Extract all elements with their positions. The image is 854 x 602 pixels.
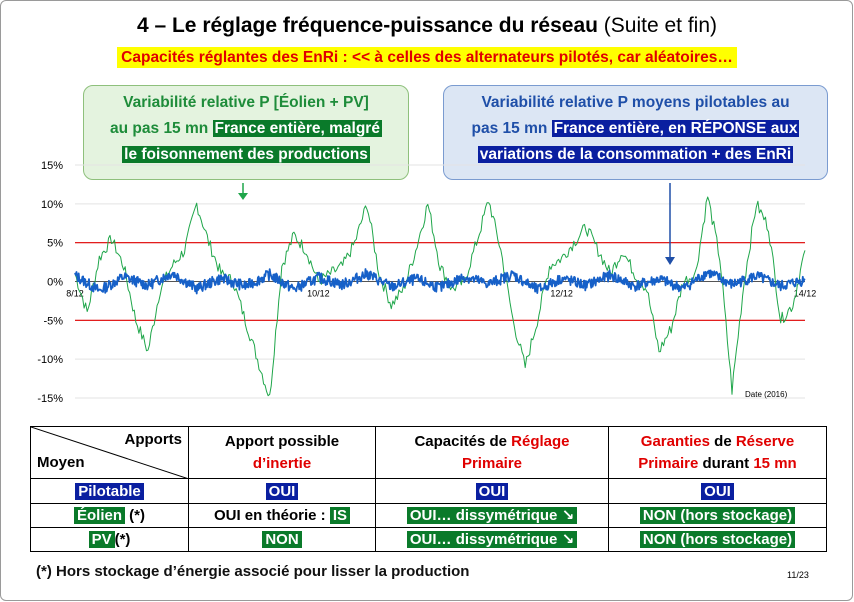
header-reserve-a2-red: Réserve — [735, 432, 795, 450]
callout-green-line2 — [84, 116, 408, 142]
y-tick-label-5: -10% — [37, 354, 63, 367]
arrow-blue-head — [665, 257, 675, 265]
header-primary-a: Capacités de — [414, 432, 512, 450]
callout-blue-line2 — [444, 116, 827, 142]
slide-title — [0, 14, 854, 38]
y-tick-label-4: -5% — [43, 315, 63, 328]
x-tick-label-2: 12/12 — [550, 288, 573, 299]
title-bold: 4 – Le réglage fréquence-puissance du réseau — [136, 14, 598, 37]
x-tick-label-3: 14/12 — [793, 288, 817, 299]
header-reserve-line2 — [609, 453, 826, 475]
row-pv-label-text: PV — [89, 531, 115, 548]
page-number: 11/23 — [787, 570, 809, 580]
row-pv-reserve-text: NON (hors stockage) — [640, 531, 795, 548]
row-eolien-reserve-text: NON (hors stockage) — [640, 507, 795, 524]
header-inertia-line1: Apport possible — [224, 432, 340, 450]
row-eolien-reserve — [609, 503, 827, 527]
subtitle-wrap — [0, 47, 854, 68]
header-reserve-line1 — [609, 431, 826, 453]
x-tick-label-1: 10/12 — [307, 288, 330, 299]
arrow-green-head — [238, 193, 248, 200]
corner-top-label: Apports — [124, 431, 182, 448]
y-tick-label-6: -15% — [37, 393, 63, 405]
row-pv-inertia-text: NON — [262, 531, 301, 548]
callout-blue-line2-hl: France entière, en RÉPONSE aux — [553, 120, 798, 137]
header-inertia-line2: d’inertie — [252, 454, 312, 472]
header-primary-a-red: Réglage — [511, 432, 570, 450]
header-reserve — [609, 427, 827, 479]
row-eolien-inertia — [189, 503, 376, 527]
slide-subtitle: Capacités réglantes des EnRi : << à celles des alternateurs pilotés, car aléatoires… — [117, 47, 737, 68]
table-header-row — [31, 427, 827, 479]
row-pilotable-reserve — [609, 479, 827, 503]
row-pv-label-suffix: (*) — [114, 530, 131, 548]
header-reserve-b-red: Primaire — [638, 454, 699, 472]
title-rest: (Suite et fin) — [597, 14, 718, 37]
row-pv-primary-text: OUI… dissymétrique ↘ — [407, 531, 577, 548]
row-pv-primary — [376, 527, 609, 551]
row-eolien-inertia-hl: IS — [330, 507, 350, 524]
callout-green-line2-plain: au pas 15 mn — [110, 120, 213, 137]
table-row-pilotable — [31, 479, 827, 503]
row-pv-label — [31, 527, 189, 551]
series-line-green — [75, 197, 805, 396]
header-primary-control — [376, 427, 609, 479]
row-pv-reserve — [609, 527, 827, 551]
y-tick-label-2: 5% — [47, 237, 63, 250]
header-primary-line1 — [376, 431, 608, 453]
row-eolien-inertia-text: OUI en théorie : — [213, 506, 330, 524]
callout-green-line2-hl: France entière, malgré — [214, 120, 380, 137]
header-reserve-b2: durant — [698, 454, 754, 472]
chart-series — [75, 197, 805, 396]
x-tick-label-0: 8/12 — [66, 288, 84, 299]
row-eolien-label — [31, 503, 189, 527]
row-pilotable-inertia — [189, 479, 376, 503]
row-eolien-primary-text: OUI… dissymétrique ↘ — [407, 507, 577, 524]
footnote: (*) Hors stockage d’énergie associé pour lisser la production — [36, 563, 470, 580]
y-tick-label-1: 10% — [40, 198, 63, 211]
corner-bottom-label: Moyen — [37, 454, 85, 472]
callout-green-line3-hl: le foisonnement des productions — [124, 146, 368, 163]
y-tick-label-3: 0% — [47, 276, 63, 289]
table-corner-cell — [31, 427, 189, 479]
date-axis-label: Date (2016) — [745, 390, 788, 399]
table-row-pv — [31, 527, 827, 551]
header-reserve-a2: de — [709, 432, 736, 450]
row-eolien-label-suffix: (*) — [125, 506, 145, 524]
row-eolien-primary — [376, 503, 609, 527]
callout-blue-line2-plain: pas 15 mn — [471, 120, 552, 137]
row-pilotable-primary — [376, 479, 609, 503]
header-inertia — [189, 427, 376, 479]
row-pilotable-label — [31, 479, 189, 503]
header-reserve-b2-red: 15 mn — [753, 454, 797, 472]
capabilities-table — [30, 426, 827, 552]
row-pilotable-inertia-text: OUI — [266, 483, 299, 500]
variability-chart — [0, 155, 854, 415]
chart-y-tick-labels — [37, 160, 63, 405]
y-tick-label-0: 15% — [40, 160, 63, 172]
callout-blue-line1: Variabilité relative P moyens pilotables au — [481, 94, 790, 111]
row-pilotable-primary-text: OUI — [476, 483, 509, 500]
row-eolien-label-text: Éolien — [74, 507, 125, 524]
row-pilotable-reserve-text: OUI — [701, 483, 734, 500]
row-pv-inertia — [189, 527, 376, 551]
callout-green-line1: Variabilité relative P [Éolien + PV] — [123, 94, 369, 111]
table-row-eolien — [31, 503, 827, 527]
callout-blue-line3-hl: variations de la consommation + des EnRi — [479, 146, 792, 163]
header-reserve-a-red: Garanties — [640, 432, 710, 450]
row-pilotable-label-text: Pilotable — [75, 483, 144, 500]
header-primary-line2: Primaire — [461, 454, 523, 472]
